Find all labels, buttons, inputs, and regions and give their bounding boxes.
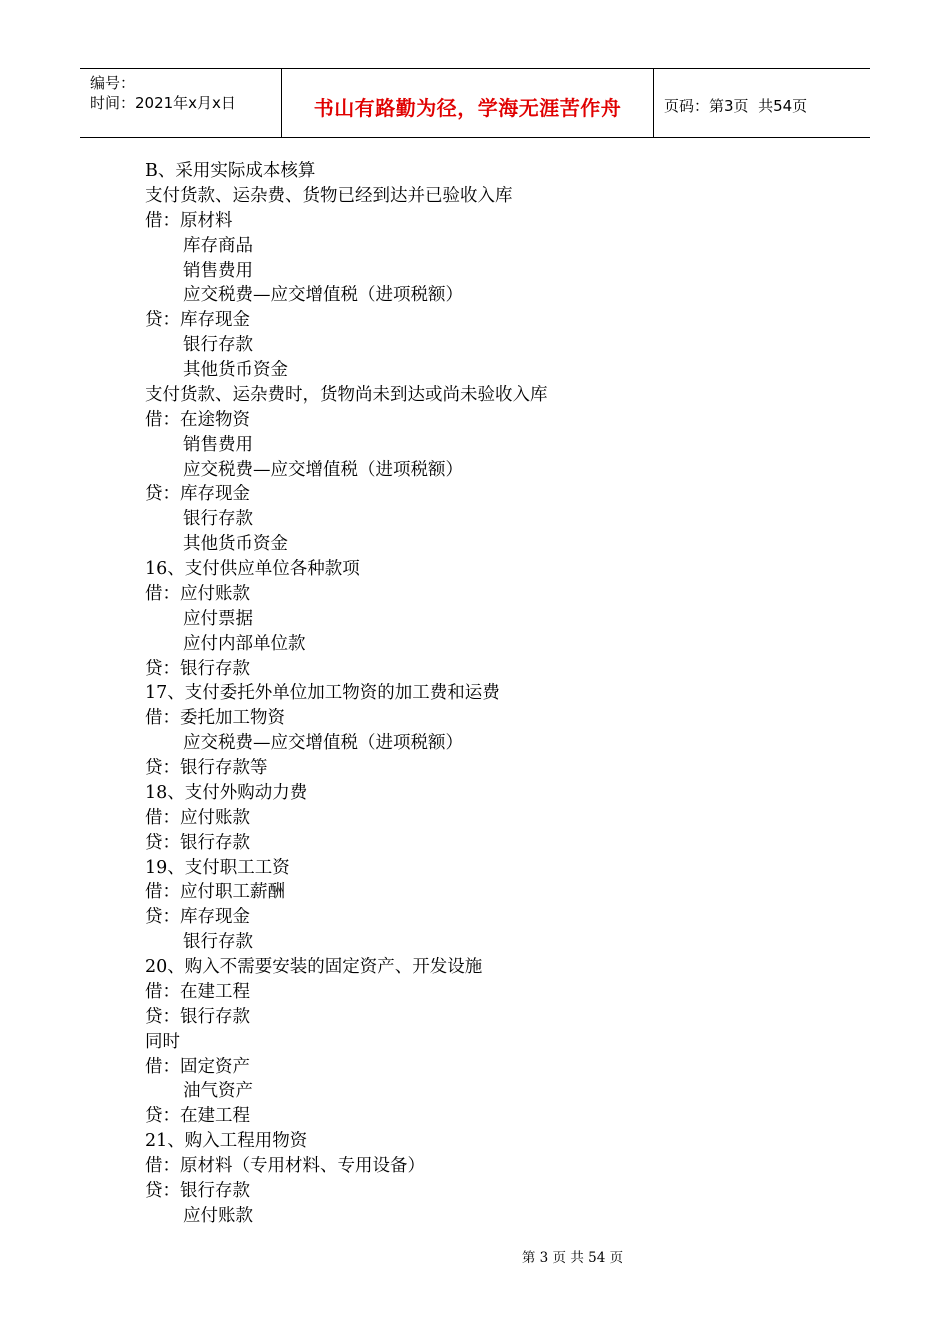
- document-number-label: 编号：: [90, 74, 136, 92]
- text-line: 应付账款: [183, 1205, 253, 1226]
- text-line: 其他货币资金: [183, 534, 288, 555]
- text-line: 19、支付职工工资: [145, 857, 290, 878]
- text-line: 18、支付外购动力费: [145, 782, 308, 803]
- page-footer: [0, 1246, 950, 1266]
- text-line: 应交税费—应交增值税（进项税额）: [183, 285, 463, 306]
- footer-page-number: 第 3 页 共 54 页: [521, 1250, 624, 1266]
- text-line: 借：应付账款: [145, 807, 250, 828]
- document-body: [145, 159, 845, 1229]
- text-line: 银行存款: [183, 932, 253, 953]
- text-line: 贷：银行存款等: [145, 758, 268, 778]
- text-line: 借：委托加工物资: [145, 708, 285, 729]
- text-line: 贷：银行存款: [145, 1180, 250, 1201]
- text-line: 同时: [145, 1031, 180, 1052]
- text-line: 贷：库存现金: [145, 484, 250, 505]
- text-line: 贷：库存现金: [145, 310, 250, 331]
- text-line: 贷：银行存款: [145, 658, 250, 679]
- text-line: 借：原材料: [145, 210, 233, 231]
- text-line: 银行存款: [183, 335, 253, 356]
- text-line: B、采用实际成本核算: [145, 161, 316, 181]
- header-page-label: 页码：第3页 共54页: [664, 96, 808, 115]
- text-line: 库存商品: [183, 235, 253, 256]
- text-line: 支付货款、运杂费、货物已经到达并已验收入库: [145, 185, 513, 206]
- text-line: 贷：库存现金: [145, 907, 250, 928]
- text-line: 借：在途物资: [145, 409, 250, 430]
- text-line: 应交税费—应交增值税（进项税额）: [183, 733, 463, 754]
- text-line: 贷：银行存款: [145, 832, 250, 853]
- text-line: 16、支付供应单位各种款项: [145, 559, 360, 579]
- page-header: [80, 68, 870, 138]
- text-line: 21、购入工程用物资: [145, 1131, 308, 1152]
- header-meta-cell: [80, 69, 282, 137]
- document-time-label: 时间：2021年x月x日: [90, 94, 236, 112]
- text-line: 借：固定资产: [145, 1056, 250, 1077]
- text-line: 销售费用: [183, 434, 253, 455]
- header-page-cell: [654, 69, 870, 137]
- text-line: 借：在建工程: [145, 981, 250, 1002]
- text-line: 油气资产: [183, 1081, 253, 1102]
- text-line: 贷：在建工程: [145, 1106, 250, 1127]
- text-line: 其他货币资金: [183, 360, 288, 380]
- text-line: 借：应付账款: [145, 583, 250, 604]
- header-motto: 书山有路勤为径，学海无涯苦作舟: [282, 69, 654, 137]
- text-line: 17、支付委托外单位加工物资的加工费和运费: [145, 683, 500, 704]
- text-line: 销售费用: [183, 260, 253, 281]
- text-line: 应付内部单位款: [183, 633, 306, 654]
- text-line: 应交税费—应交增值税（进项税额）: [183, 459, 463, 480]
- text-line: 银行存款: [183, 509, 253, 530]
- text-line: 20、购入不需要安装的固定资产、开发设施: [145, 957, 483, 977]
- text-line: 贷：银行存款: [145, 1006, 250, 1027]
- text-line: 借：应付职工薪酬: [145, 882, 285, 903]
- text-line: 应付票据: [183, 608, 253, 629]
- text-line: 借：原材料（专用材料、专用设备）: [145, 1156, 425, 1176]
- text-line: 支付货款、运杂费时，货物尚未到达或尚未验收入库: [145, 384, 548, 405]
